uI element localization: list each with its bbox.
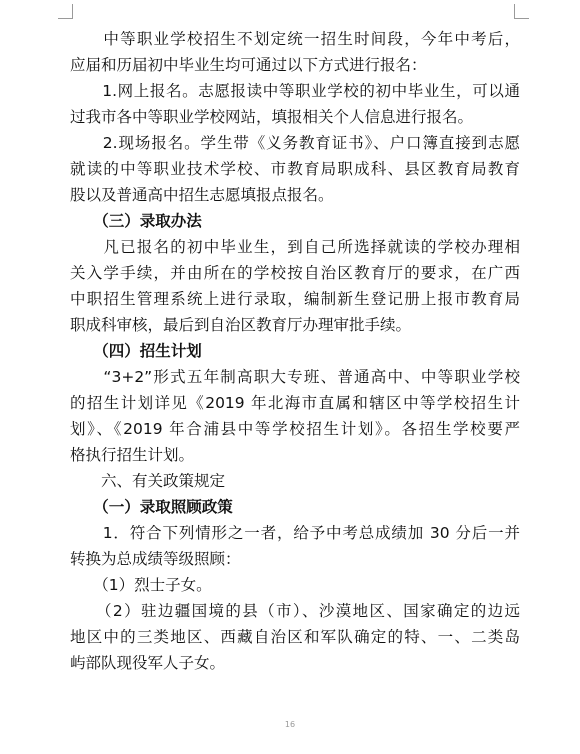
page-number: 16 <box>284 720 296 729</box>
paragraph-line: 过我市各中等职业学校网站，填报相关个人信息进行报名。 <box>70 108 474 126</box>
paragraph-line: 格执行招生计划。 <box>70 446 195 464</box>
paragraph-line: 1．符合下列情形之一者，给予中考总成绩加 30 分后一并 <box>70 524 520 542</box>
paragraph-line: “3+2”形式五年制高职大专班、普通高中、中等职业学校 <box>70 368 520 386</box>
paragraph-line: 中职招生管理系统上进行录取，编制新生登记册上报市教育局 <box>70 290 520 308</box>
crop-mark-top-right <box>514 4 529 19</box>
paragraph-line: 的招生计划详见《2019 年北海市直属和辖区中等学校招生计 <box>70 394 520 412</box>
section-heading: （四）招生计划 <box>70 342 202 360</box>
section-heading: （三）录取办法 <box>70 212 202 230</box>
paragraph-line: 职成科审核，最后到自治区教育厅办理审批手续。 <box>70 316 412 334</box>
section-heading: 六、有关政策规定 <box>70 472 226 490</box>
list-item: （2）驻边疆国境的县（市）、沙漠地区、国家确定的边远 <box>70 602 520 620</box>
paragraph-line: 划》、《2019 年合浦县中等学校招生计划》。各招生学校要严 <box>70 420 520 438</box>
paragraph-line: 中等职业学校招生不划定统一招生时间段，今年中考后， <box>70 30 520 48</box>
paragraph-line: 应届和历届初中毕业生均可通过以下方式进行报名： <box>70 56 427 74</box>
crop-mark-top-left <box>58 4 73 19</box>
paragraph-line: 2.现场报名。学生带《义务教育证书》、户口簿直接到志愿 <box>70 134 520 152</box>
subsection-heading: （一）录取照顾政策 <box>70 498 233 516</box>
list-item: （1）烈士子女。 <box>70 576 212 594</box>
paragraph-line: 就读的中等职业技术学校、市教育局职成科、县区教育局教育 <box>70 160 520 178</box>
paragraph-line: 1.网上报名。志愿报读中等职业学校的初中毕业生，可以通 <box>70 82 520 100</box>
paragraph-line: 转换为总成绩等级照顾： <box>70 550 241 568</box>
paragraph-line: 屿部队现役军人子女。 <box>70 654 226 672</box>
paragraph-line: 关入学手续，并由所在的学校按自治区教育厅的要求，在广西 <box>70 264 520 282</box>
paragraph-line: 凡已报名的初中毕业生，到自己所选择就读的学校办理相 <box>70 238 520 256</box>
paragraph-line: 地区中的三类地区、西藏自治区和军队确定的特、一、二类岛 <box>70 628 520 646</box>
paragraph-line: 股以及普通高中招生志愿填报点报名。 <box>70 186 334 204</box>
